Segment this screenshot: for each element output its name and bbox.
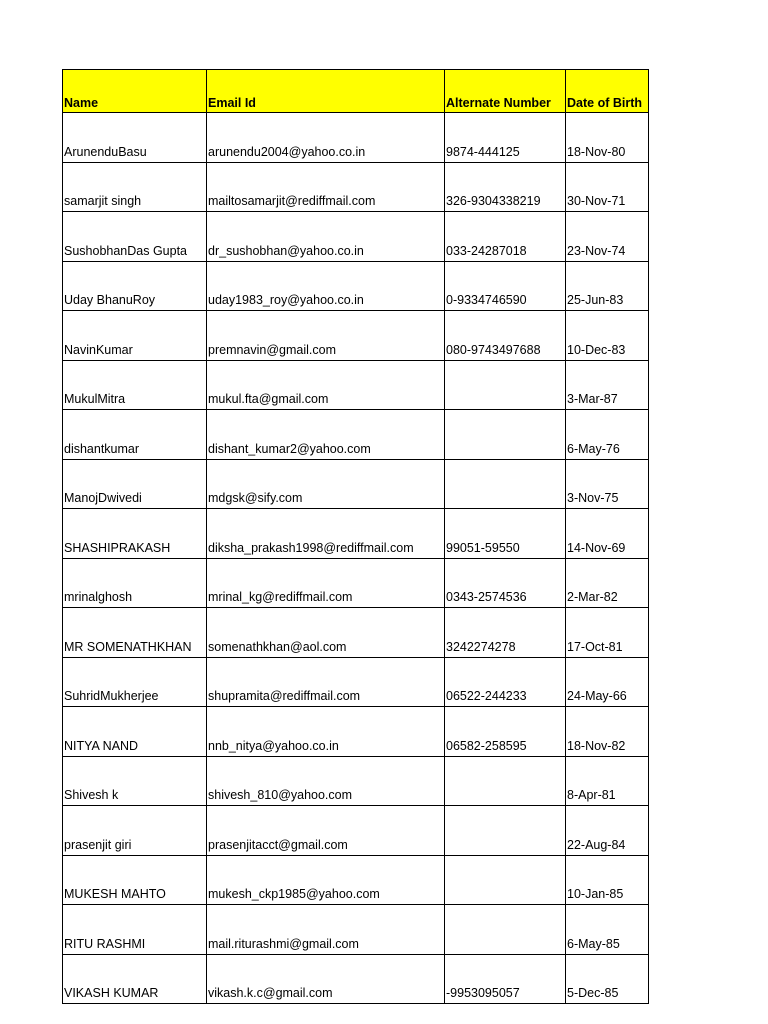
cell-email[interactable]: shivesh_810@yahoo.com (207, 756, 445, 806)
cell-email[interactable]: uday1983_roy@yahoo.co.in (207, 261, 445, 311)
table-row (63, 756, 649, 806)
cell-date-of-birth[interactable]: 6-May-76 (566, 410, 649, 460)
cell-name[interactable]: ArunenduBasu (63, 113, 207, 163)
cell-alternate-number[interactable]: 06582-258595 (445, 707, 566, 757)
cell-name[interactable]: NavinKumar (63, 311, 207, 361)
cell-alternate-number[interactable] (445, 806, 566, 856)
table-row (63, 113, 649, 163)
table-row (63, 459, 649, 509)
cell-date-of-birth[interactable]: 25-Jun-83 (566, 261, 649, 311)
table-row (63, 212, 649, 262)
cell-alternate-number[interactable]: 326-9304338219 (445, 162, 566, 212)
cell-email[interactable]: premnavin@gmail.com (207, 311, 445, 361)
cell-alternate-number[interactable]: 033-24287018 (445, 212, 566, 262)
cell-email[interactable]: mukesh_ckp1985@yahoo.com (207, 855, 445, 905)
cell-email[interactable]: diksha_prakash1998@rediffmail.com (207, 509, 445, 559)
cell-alternate-number[interactable] (445, 756, 566, 806)
cell-email[interactable]: arunendu2004@yahoo.co.in (207, 113, 445, 163)
cell-name[interactable]: VIKASH KUMAR (63, 954, 207, 1004)
cell-date-of-birth[interactable]: 2-Mar-82 (566, 558, 649, 608)
cell-alternate-number[interactable] (445, 855, 566, 905)
table-row (63, 558, 649, 608)
cell-email[interactable]: dr_sushobhan@yahoo.co.in (207, 212, 445, 262)
cell-email[interactable]: mailtosamarjit@rediffmail.com (207, 162, 445, 212)
cell-name[interactable]: RITU RASHMI (63, 905, 207, 955)
table-row (63, 905, 649, 955)
cell-date-of-birth[interactable]: 6-May-85 (566, 905, 649, 955)
cell-alternate-number[interactable]: 0-9334746590 (445, 261, 566, 311)
cell-email[interactable]: somenathkhan@aol.com (207, 608, 445, 658)
cell-alternate-number[interactable]: 080-9743497688 (445, 311, 566, 361)
cell-email[interactable]: vikash.k.c@gmail.com (207, 954, 445, 1004)
table-row (63, 806, 649, 856)
table-row (63, 954, 649, 1004)
table-row (63, 608, 649, 658)
column-header-date-of-birth[interactable]: Date of Birth (566, 70, 649, 113)
table-row (63, 707, 649, 757)
cell-email[interactable]: mukul.fta@gmail.com (207, 360, 445, 410)
cell-date-of-birth[interactable]: 3-Nov-75 (566, 459, 649, 509)
cell-name[interactable]: mrinalghosh (63, 558, 207, 608)
cell-date-of-birth[interactable]: 3-Mar-87 (566, 360, 649, 410)
cell-name[interactable]: ManojDwivedi (63, 459, 207, 509)
cell-date-of-birth[interactable]: 24-May-66 (566, 657, 649, 707)
table-row (63, 855, 649, 905)
cell-name[interactable]: SuhridMukherjee (63, 657, 207, 707)
cell-name[interactable]: SHASHIPRAKASH (63, 509, 207, 559)
column-header-name[interactable]: Name (63, 70, 207, 113)
cell-date-of-birth[interactable]: 17-Oct-81 (566, 608, 649, 658)
cell-date-of-birth[interactable]: 8-Apr-81 (566, 756, 649, 806)
cell-date-of-birth[interactable]: 18-Nov-80 (566, 113, 649, 163)
cell-name[interactable]: Shivesh k (63, 756, 207, 806)
cell-name[interactable]: NITYA NAND (63, 707, 207, 757)
cell-name[interactable]: SushobhanDas Gupta (63, 212, 207, 262)
cell-email[interactable]: prasenjitacct@gmail.com (207, 806, 445, 856)
cell-email[interactable]: shupramita@rediffmail.com (207, 657, 445, 707)
cell-alternate-number[interactable]: 99051-59550 (445, 509, 566, 559)
column-header-email[interactable]: Email Id (207, 70, 445, 113)
cell-date-of-birth[interactable]: 14-Nov-69 (566, 509, 649, 559)
cell-date-of-birth[interactable]: 22-Aug-84 (566, 806, 649, 856)
cell-email[interactable]: mail.riturashmi@gmail.com (207, 905, 445, 955)
header-row (63, 70, 649, 113)
table-row (63, 360, 649, 410)
cell-name[interactable]: samarjit singh (63, 162, 207, 212)
cell-alternate-number[interactable]: 0343-2574536 (445, 558, 566, 608)
cell-alternate-number[interactable] (445, 459, 566, 509)
column-header-alternate-number[interactable]: Alternate Number (445, 70, 566, 113)
contact-table (62, 69, 649, 1004)
cell-name[interactable]: MUKESH MAHTO (63, 855, 207, 905)
cell-email[interactable]: mdgsk@sify.com (207, 459, 445, 509)
cell-date-of-birth[interactable]: 5-Dec-85 (566, 954, 649, 1004)
cell-alternate-number[interactable]: 9874-444125 (445, 113, 566, 163)
cell-date-of-birth[interactable]: 10-Dec-83 (566, 311, 649, 361)
cell-name[interactable]: prasenjit giri (63, 806, 207, 856)
cell-name[interactable]: Uday BhanuRoy (63, 261, 207, 311)
cell-date-of-birth[interactable]: 23-Nov-74 (566, 212, 649, 262)
cell-alternate-number[interactable] (445, 905, 566, 955)
table-row (63, 162, 649, 212)
cell-email[interactable]: dishant_kumar2@yahoo.com (207, 410, 445, 460)
cell-name[interactable]: MR SOMENATHKHAN (63, 608, 207, 658)
cell-name[interactable]: MukulMitra (63, 360, 207, 410)
cell-alternate-number[interactable] (445, 360, 566, 410)
table-row (63, 410, 649, 460)
cell-date-of-birth[interactable]: 10-Jan-85 (566, 855, 649, 905)
table-row (63, 311, 649, 361)
table-row (63, 657, 649, 707)
cell-alternate-number[interactable]: -9953095057 (445, 954, 566, 1004)
cell-name[interactable]: dishantkumar (63, 410, 207, 460)
cell-alternate-number[interactable]: 06522-244233 (445, 657, 566, 707)
table-row (63, 509, 649, 559)
cell-email[interactable]: nnb_nitya@yahoo.co.in (207, 707, 445, 757)
cell-alternate-number[interactable]: 3242274278 (445, 608, 566, 658)
cell-alternate-number[interactable] (445, 410, 566, 460)
table-row (63, 261, 649, 311)
cell-date-of-birth[interactable]: 30-Nov-71 (566, 162, 649, 212)
cell-date-of-birth[interactable]: 18-Nov-82 (566, 707, 649, 757)
cell-email[interactable]: mrinal_kg@rediffmail.com (207, 558, 445, 608)
